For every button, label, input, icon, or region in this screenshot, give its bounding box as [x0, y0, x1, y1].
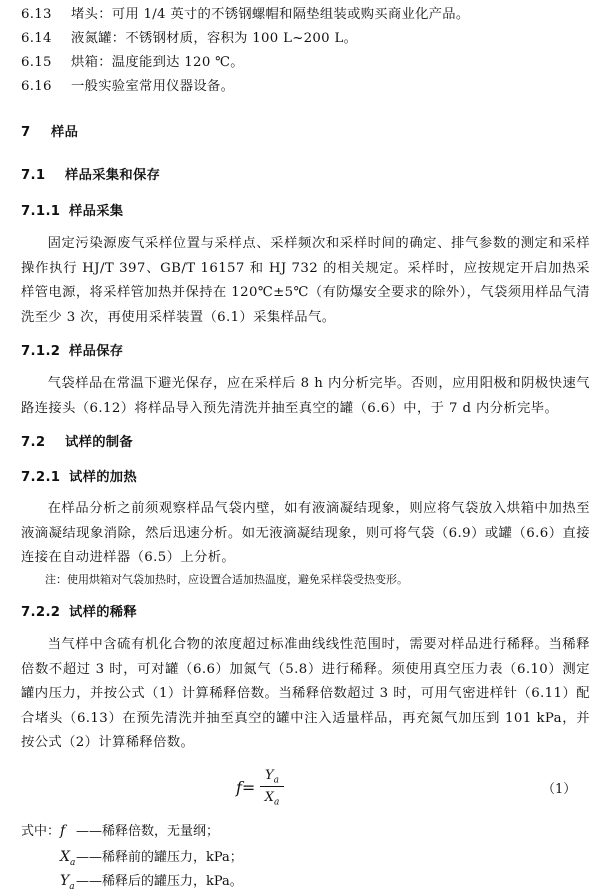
- section-title: 样品保存: [69, 344, 124, 359]
- list-item-6-16: [21, 78, 598, 96]
- section-number: 7.1: [21, 168, 46, 183]
- section-number: 7.2.1: [21, 470, 61, 485]
- paragraph-sample-dilution: 当气样中含硫有机化合物的浓度超过标准曲线线性范围时，需要对样品进行稀释。当稀释倍数不超过 3 时，可对罐（6.6）加氮气（5.8）进行稀释。须使用真空压力表（6.10）测定罐内压力，并按公式（1）计算稀释倍数。当稀释倍数超过 3 时，可用气密进样针（6.11）配合堵头（6.13）在预先清洗并抽至真空的罐中注入适量样品，再充氮气加压到 101 kPa，并按公式（2）计算稀释倍数。: [21, 637, 590, 750]
- item-number: 6.14: [21, 31, 52, 46]
- where-def-ya: $Y_a——$稀释后的罐压力，kPa。: [60, 872, 243, 896]
- formula-numerator: $Y_a$: [265, 768, 279, 786]
- list-item-6-13: [21, 6, 598, 24]
- section-heading-7-1: [21, 167, 598, 185]
- section-title: 样品采集和保存: [65, 168, 161, 183]
- formula-lhs: f=: [236, 778, 256, 797]
- def-variable: $Y_a$: [60, 873, 75, 892]
- section-heading-7-1-1: [21, 203, 598, 221]
- where-def-xa: $X_a——$稀释前的罐压力，kPa；: [60, 848, 243, 872]
- item-text: 液氮罐：不锈钢材质，容积为 100 L~200 L。: [71, 31, 358, 46]
- section-heading-7-2: [21, 434, 598, 452]
- fraction-bar: [260, 786, 284, 787]
- def-text: 稀释前的罐压力，kPa；: [102, 850, 243, 865]
- equation-number: （1）: [542, 782, 577, 797]
- paragraph-sample-heating: 在样品分析之前须观察样品气袋内壁，如有液滴凝结现象，则应将气袋放入烘箱中加热至液滴凝结现象消除，然后迅速分析。如无液滴凝结现象，则可将气袋（6.9）或罐（6.6）直接连接在自动进样器（6.5）上分析。: [21, 501, 590, 565]
- section-heading-7-2-2: [21, 604, 598, 622]
- item-text: 烘箱：温度能到达 120 ℃。: [71, 55, 244, 70]
- item-number: 6.13: [21, 7, 52, 22]
- item-number: 6.15: [21, 55, 52, 70]
- formula-denominator: $X_a$: [264, 790, 280, 808]
- formula-fraction: [260, 766, 284, 807]
- def-variable: f: [60, 823, 66, 839]
- section-number: 7.2: [21, 435, 46, 450]
- def-text: 稀释后的罐压力，kPa。: [102, 874, 243, 889]
- paragraph-sample-collection: 固定污染源废气采样位置与采样点、采样频次和采样时间的确定、排气参数的测定和采样操作执行 HJ/T 397、GB/T 16157 和 HJ 732 的相关规定。采样时，应按规定开启加热采样管电源，将采样管加热并保持在 120℃±5℃（有防爆安全要求的除外），气袋须用样品气清洗至少 3 次，再使用采样装置（6.1）采集样品气。: [21, 236, 590, 325]
- section-title: 样品采集: [69, 204, 124, 219]
- paragraph-sample-storage: 气袋样品在常温下避光保存，应在采样后 8 h 内分析完毕。否则，应用阳极和阴极快速气路连接头（6.12）将样品导入预先清洗并抽至真空的罐（6.6）中，于 7 d 内分析完毕。: [21, 376, 590, 416]
- section-number: 7.1.2: [21, 344, 61, 359]
- section-title: 试样的制备: [65, 435, 133, 450]
- section-title: 试样的加热: [69, 470, 137, 485]
- section-title: 试样的稀释: [69, 605, 137, 620]
- def-variable: $X_a$: [60, 849, 76, 868]
- section-number: 7: [21, 125, 31, 140]
- where-def-f: 式中：f ——稀释倍数，无量纲；: [21, 823, 220, 839]
- where-prefix: 式中：: [21, 824, 61, 839]
- def-text: 稀释倍数，无量纲；: [102, 824, 220, 839]
- list-item-6-15: [21, 54, 598, 72]
- list-item-6-14: [21, 30, 598, 48]
- section-number: 7.1.1: [21, 204, 61, 219]
- note: 注：使用烘箱对气袋加热时，应设置合适加热温度，避免采样袋受热变形。: [45, 573, 408, 586]
- dilution-formula: [236, 766, 376, 810]
- section-heading-7-2-1: [21, 469, 598, 487]
- section-number: 7.2.2: [21, 605, 61, 620]
- section-heading-7-1-2: [21, 343, 598, 361]
- item-text: 堵头：可用 1/4 英寸的不锈钢螺帽和隔垫组装或购买商业化产品。: [71, 7, 470, 22]
- section-title: 样品: [51, 125, 79, 140]
- section-heading-7: [21, 124, 598, 142]
- item-number: 6.16: [21, 79, 52, 94]
- item-text: 一般实验室常用仪器设备。: [71, 79, 235, 94]
